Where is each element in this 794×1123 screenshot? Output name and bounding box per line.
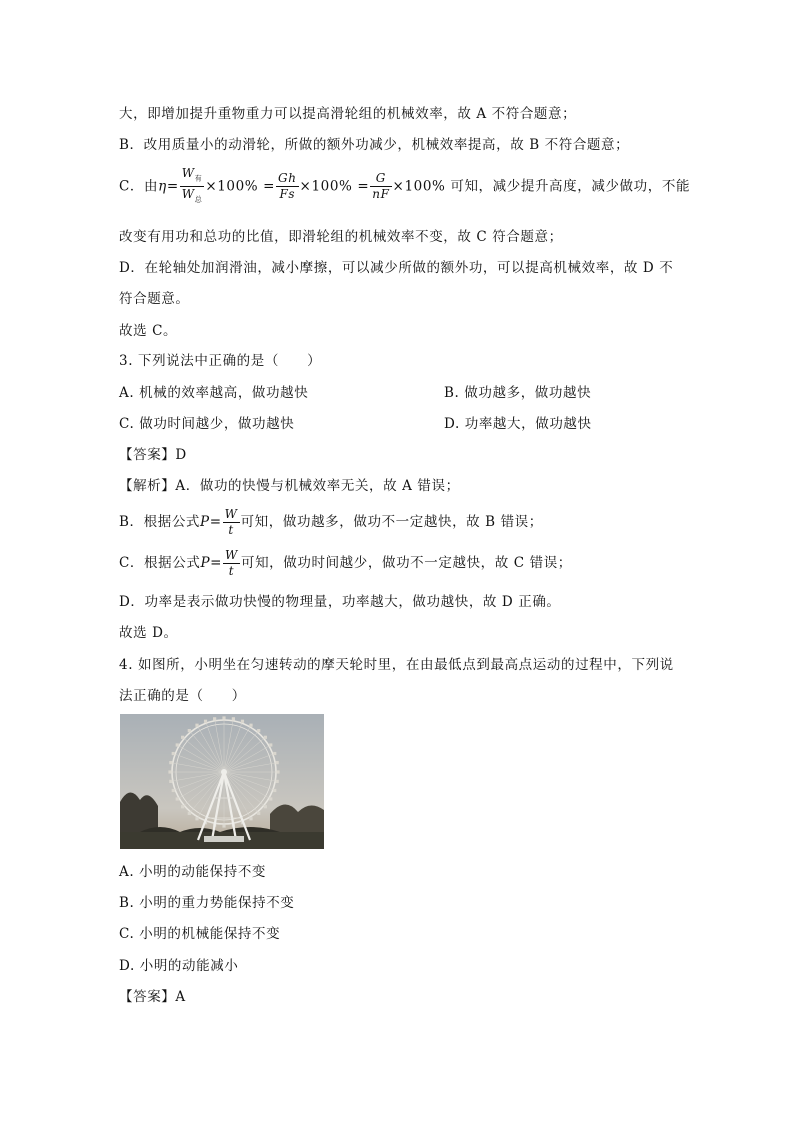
- text-line: 符合题意。: [119, 291, 190, 307]
- text-line: 改变有用功和总功的比值，即滑轮组的机械效率不变，故 C 符合题意；: [119, 229, 563, 245]
- q3-option-a: A. 机械的效率越高，做功越快: [119, 385, 309, 401]
- fraction-gh-fs: $\frac{Gh}{Fs}$: [278, 171, 297, 202]
- fraction-w: $\frac{W_有}{W_总}$: [181, 166, 203, 204]
- q3-option-d: D. 功率越大，做功越快: [444, 416, 592, 432]
- q4-answer: 【答案】A: [119, 989, 186, 1005]
- text-line: D．在轮轴处加润滑油，减小摩擦，可以减少所做的额外功，可以提高机械效率，故 D 不: [119, 260, 674, 276]
- text-line: 故选 C。: [119, 323, 178, 339]
- q3-analysis: 【解析】A．做功的快慢与机械效率无关，故 A 错误；: [119, 478, 460, 494]
- q3-formula-line-c: C．根据公式P= $\frac{W}{t}$ 可知，做功时间越少，做功不一定越快，故 C 错误；: [119, 548, 572, 578]
- q3-option-c: C. 做功时间越少，做功越快: [119, 416, 295, 432]
- q4-option-d: D. 小明的动能减小: [119, 958, 239, 974]
- text-line: B．改用质量小的动滑轮，所做的额外功减少，机械效率提高，故 B 不符合题意；: [119, 137, 630, 153]
- question-3-stem: 3. 下列说法中正确的是（ ）: [119, 353, 322, 369]
- q3-option-b: B. 做功越多，做功越快: [444, 385, 592, 401]
- formula-line-c: C．由η= $\frac{W_有}{W_总}$ ×100% = $\frac{Gh}{Fs}$ ×100% = $\frac{G}{nF}$ ×100% 可知，减少提升高度，减少做功，不能: [119, 166, 690, 200]
- q4-option-a: A. 小明的动能保持不变: [119, 864, 267, 880]
- fraction-g-nf: $\frac{G}{nF}$: [372, 171, 390, 202]
- q3-answer: 【答案】D: [119, 447, 187, 463]
- fraction-w-t: $\frac{W}{t}$: [224, 507, 238, 537]
- q4-option-b: B. 小明的重力势能保持不变: [119, 895, 295, 911]
- q3-formula-line-b: B．根据公式P= $\frac{W}{t}$ 可知，做功越多，做功不一定越快，故 B 错误；: [119, 507, 543, 537]
- fraction-w-t: $\frac{W}{t}$: [225, 548, 238, 578]
- ferris-wheel-photo: [120, 714, 324, 849]
- question-4-stem: 4. 如图所，小明坐在匀速转动的摩天轮时里，在由最低点到最高点运动的过程中，下列说: [119, 657, 674, 673]
- text-line: 大，即增加提升重物重力可以提高滑轮组的机械效率，故 A 不符合题意；: [119, 106, 577, 122]
- q3-line-d: D．功率是表示做功快慢的物理量，功率越大，做功越快，故 D 正确。: [119, 594, 561, 610]
- q3-choose: 故选 D。: [119, 625, 178, 641]
- question-4-stem-cont: 法正确的是（ ）: [119, 688, 246, 704]
- q4-option-c: C. 小明的机械能保持不变: [119, 926, 281, 942]
